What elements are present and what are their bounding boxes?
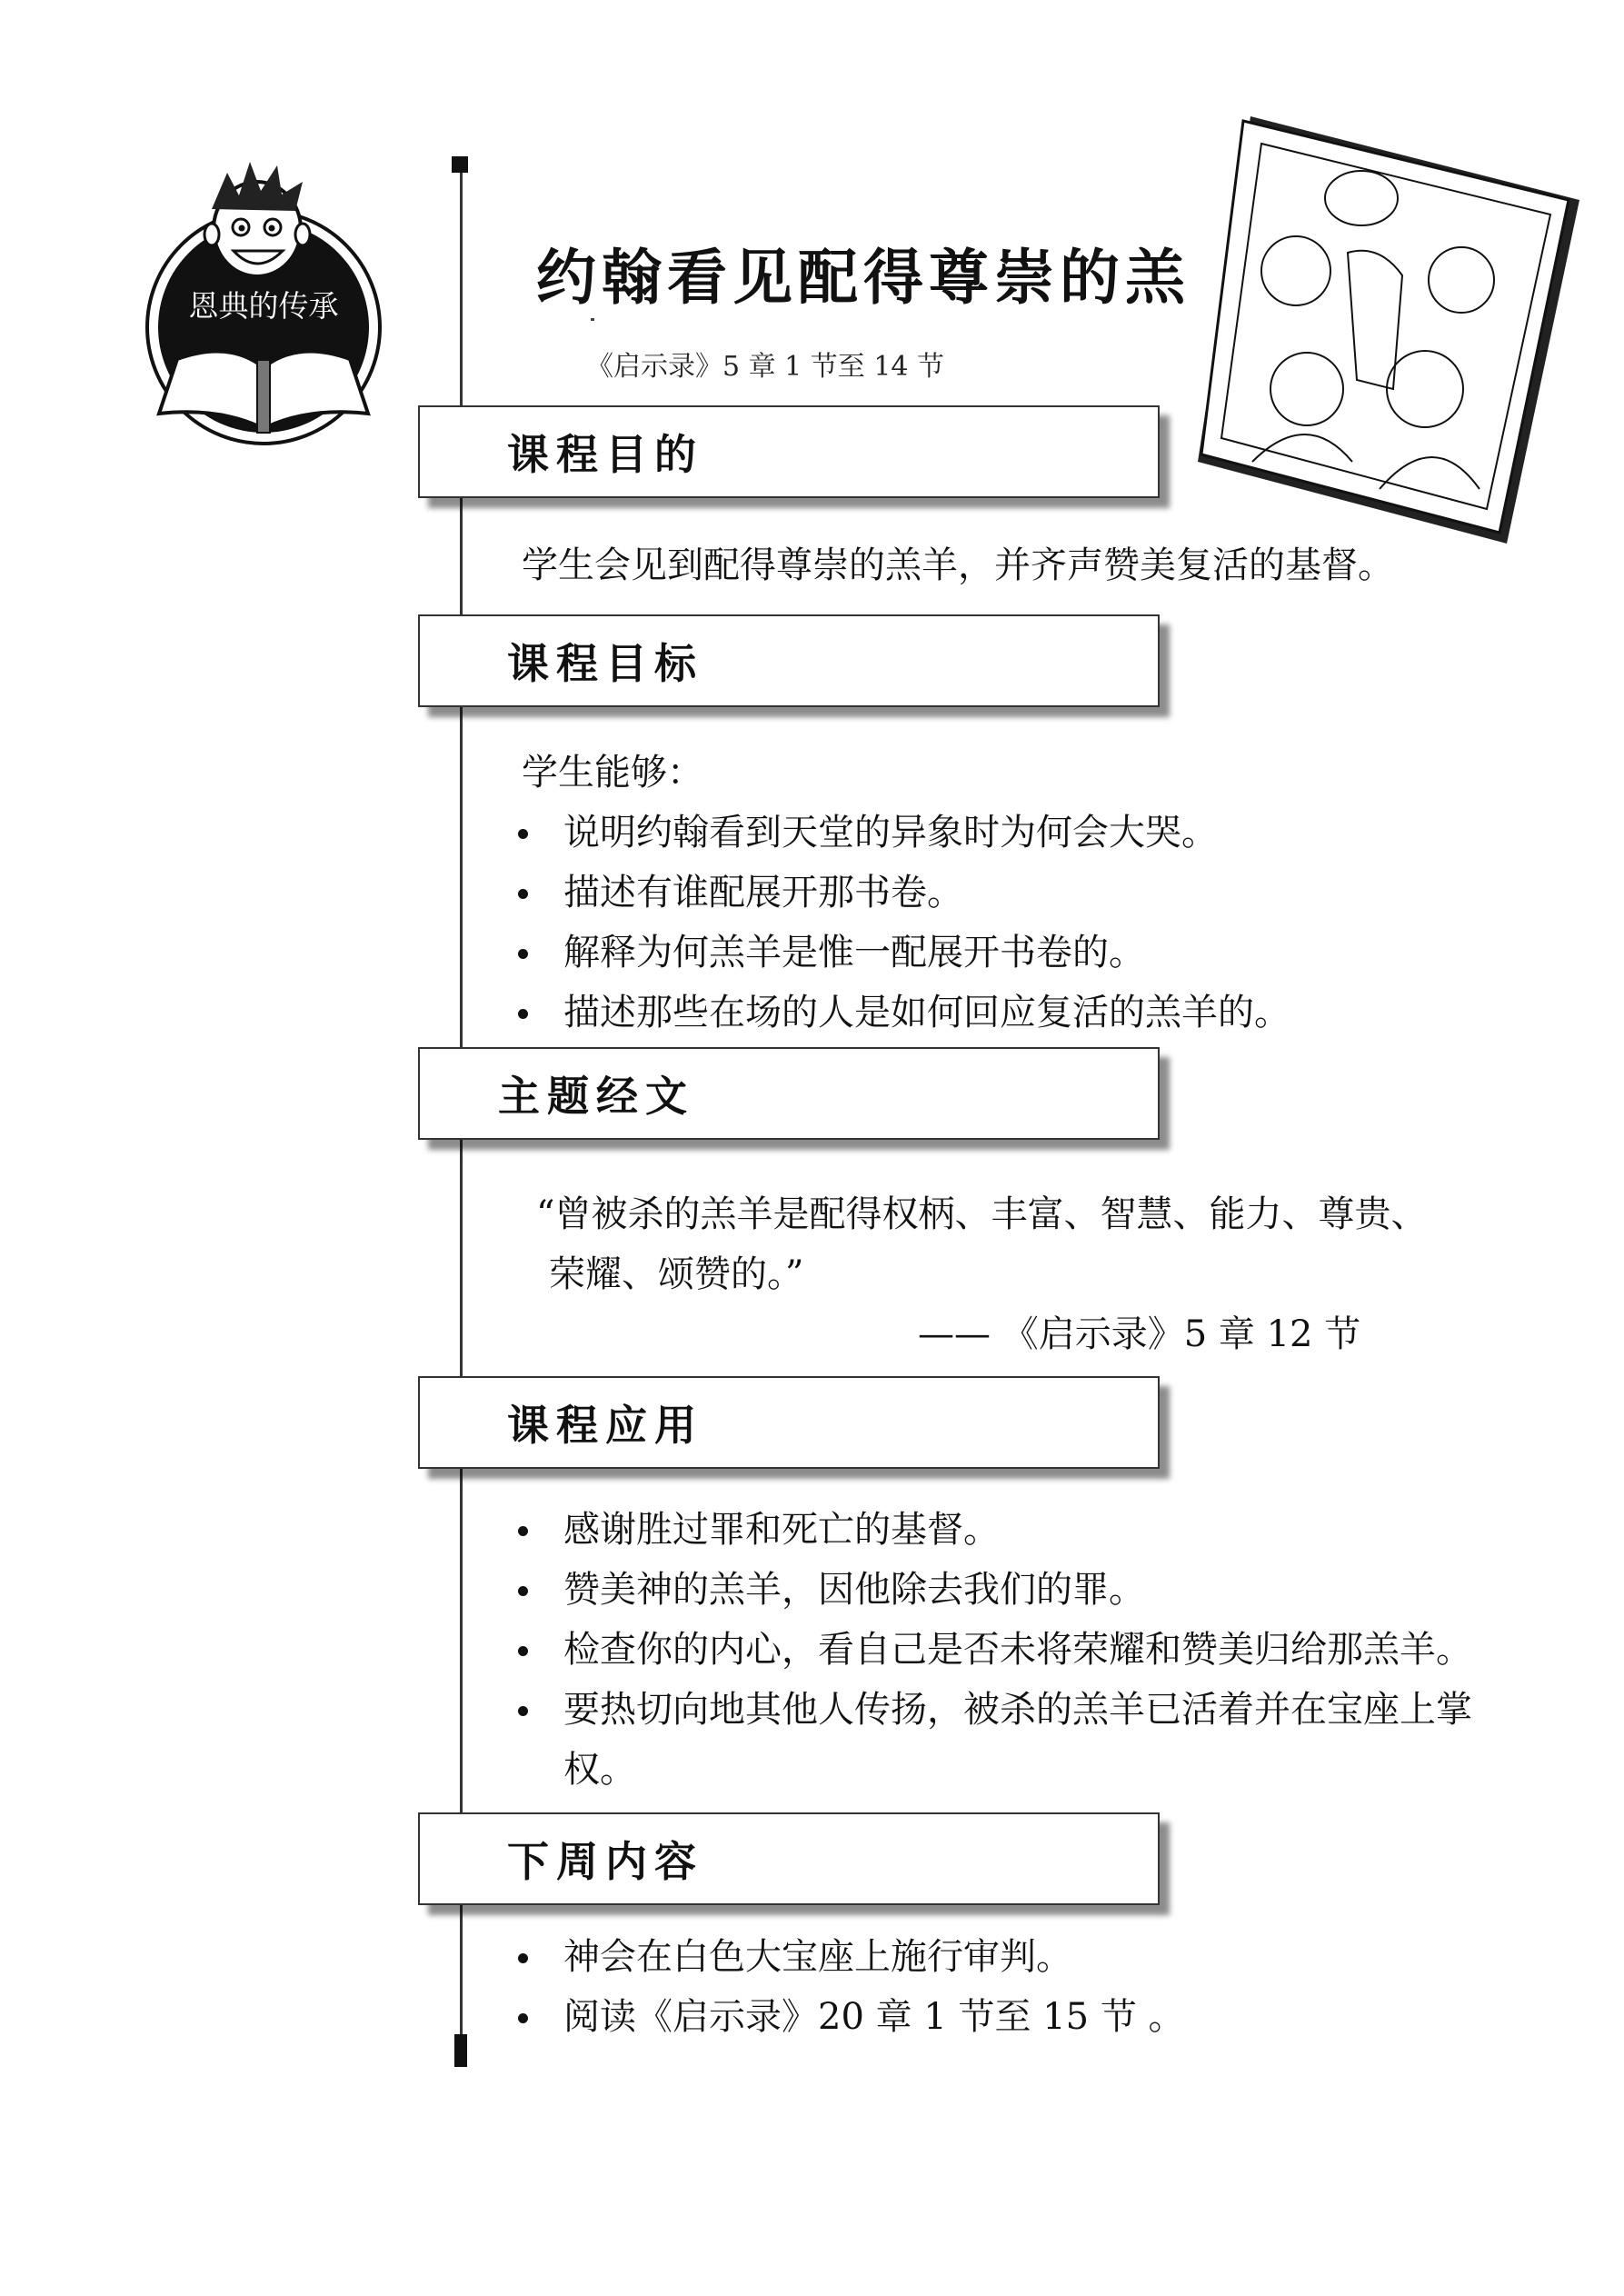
- list-item: 神会在白色大宝座上施行审判。: [516, 1927, 1185, 1987]
- section-header-next-week: [418, 1812, 1160, 1905]
- section-heading: 主题经文: [498, 1072, 694, 1121]
- list-item: 感谢胜过罪和死亡的基督。: [516, 1500, 1472, 1560]
- list-item: 检查你的内心，看自己是否未将荣耀和赞美归给那羔羊。: [516, 1620, 1472, 1680]
- objectives-list: [516, 803, 1290, 1043]
- objectives-intro: 学生能够：: [522, 752, 703, 794]
- list-item: 解释为何羔羊是惟一配展开书卷的。: [516, 923, 1290, 983]
- page-title: 约翰看见配得尊崇的羔: [536, 242, 1191, 313]
- coloring-page-illustration: [1198, 116, 1579, 544]
- section-header-theme-verse: [418, 1047, 1160, 1140]
- list-item: 描述那些在场的人是如何回应复活的羔羊的。: [516, 983, 1290, 1043]
- list-item-line-1: 要热切向地其他人传扬，被杀的羔羊已活着并在宝座上掌: [563, 1689, 1472, 1731]
- section-header-purpose: [418, 405, 1160, 498]
- list-item: 赞美神的羔羊，因他除去我们的罪。: [516, 1560, 1472, 1620]
- verse-line-2: 荣耀、颂赞的。”: [549, 1253, 804, 1295]
- list-item: [516, 1680, 1472, 1800]
- timeline-top-cap: [452, 156, 468, 173]
- section-heading: 下周内容: [507, 1837, 703, 1886]
- section-header-objectives: [418, 614, 1160, 707]
- logo-text: 恩典的传承: [188, 288, 339, 324]
- verse-line-1: “曾被杀的羔羊是配得权柄、丰富、智慧、能力、尊贵、: [536, 1193, 1428, 1235]
- timeline-bottom-cap: [454, 2034, 467, 2067]
- list-item-line-2: 权。: [563, 1749, 636, 1791]
- section-heading: 课程目标: [507, 639, 703, 688]
- purpose-text: 学生会见到配得尊崇的羔羊，并齐声赞美复活的基督。: [522, 544, 1394, 586]
- list-item: 说明约翰看到天堂的异象时为何会大哭。: [516, 803, 1290, 863]
- title-dash: [591, 318, 594, 321]
- grace-heritage-logo: [141, 155, 386, 454]
- list-item: 阅读《启示录》20 章 1 节至 15 节 。: [516, 1987, 1185, 2047]
- section-heading: 课程目的: [507, 430, 703, 479]
- section-heading: 课程应用: [507, 1401, 703, 1450]
- verse-reference: —— 《启示录》5 章 12 节: [918, 1313, 1361, 1355]
- section-header-application: [418, 1376, 1160, 1469]
- scripture-reference: 《启示录》5 章 1 节至 14 节: [586, 351, 945, 383]
- next-week-list: [516, 1927, 1185, 2047]
- list-item: 描述有谁配展开那书卷。: [516, 863, 1290, 923]
- application-list: [516, 1500, 1472, 1800]
